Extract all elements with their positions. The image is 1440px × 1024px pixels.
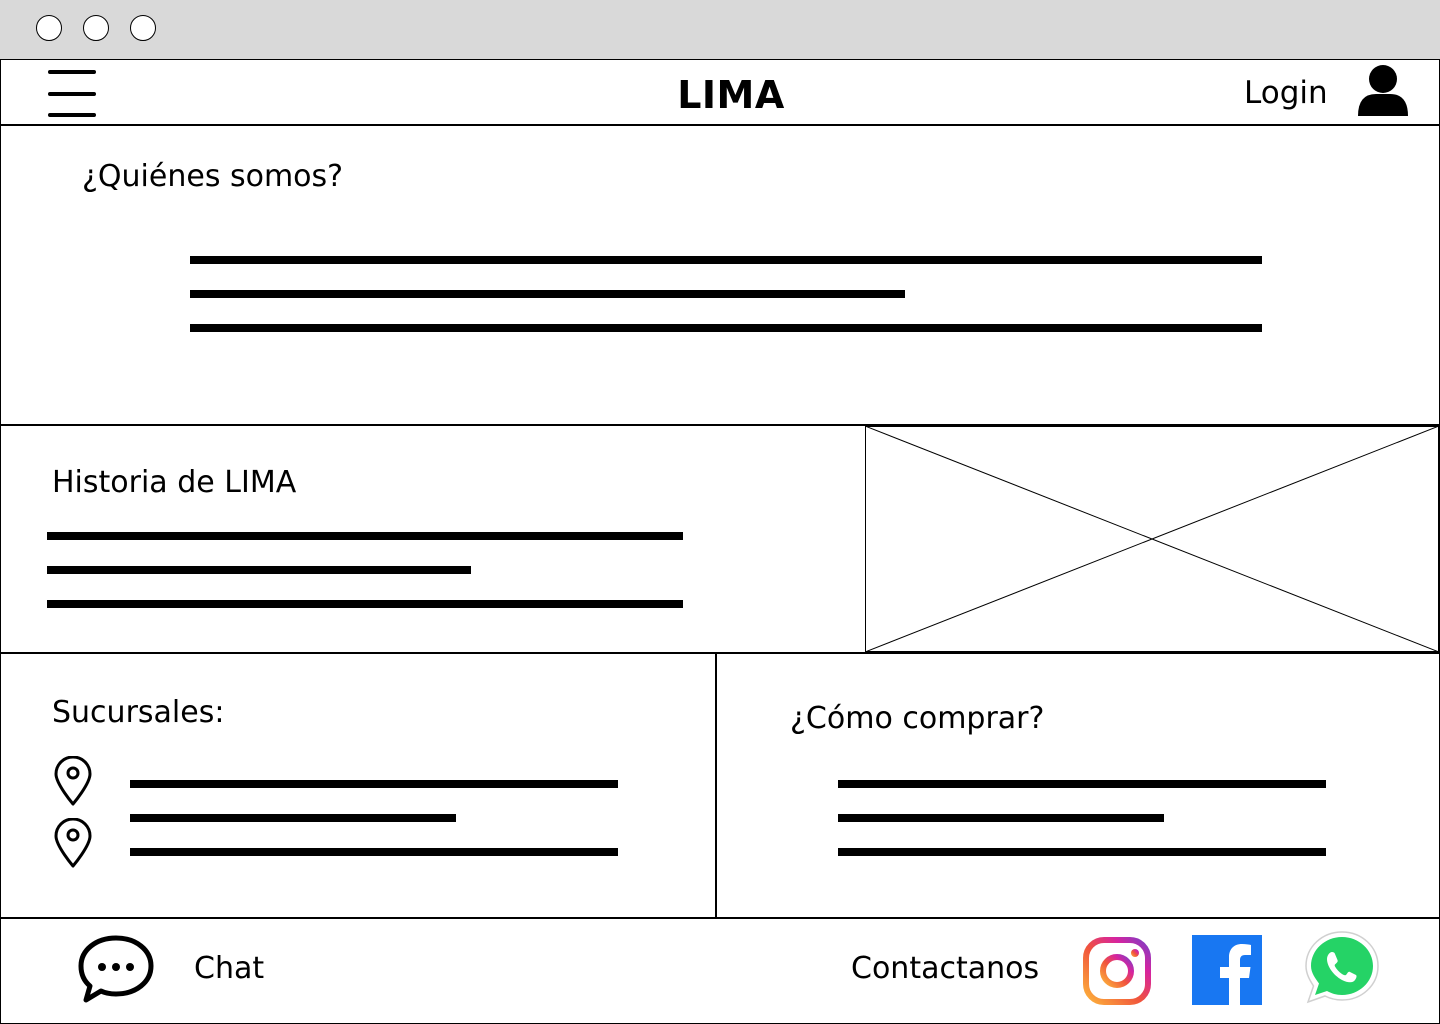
user-icon[interactable] bbox=[1356, 64, 1410, 118]
branch-text-line bbox=[130, 848, 618, 856]
history-text-line bbox=[47, 566, 471, 574]
how-to-buy-text-line bbox=[838, 848, 1326, 856]
history-text-line bbox=[47, 532, 683, 540]
footer-divider bbox=[0, 917, 1440, 919]
facebook-icon[interactable] bbox=[1192, 935, 1262, 1005]
branches-heading: Sucursales: bbox=[52, 695, 225, 730]
about-text-line bbox=[190, 290, 905, 298]
about-heading: ¿Quiénes somos? bbox=[82, 159, 344, 194]
login-link[interactable]: Login bbox=[1244, 75, 1328, 111]
how-to-buy-heading: ¿Cómo comprar? bbox=[790, 701, 1045, 736]
about-text-line bbox=[190, 256, 1262, 264]
history-text-line bbox=[47, 600, 683, 608]
history-image-placeholder bbox=[865, 426, 1439, 656]
contact-label: Contactanos bbox=[851, 951, 1040, 986]
column-divider bbox=[715, 652, 717, 918]
header-divider bbox=[0, 124, 1440, 126]
chat-link[interactable]: Chat bbox=[194, 951, 265, 986]
branch-text-line bbox=[130, 814, 456, 822]
branch-text-line bbox=[130, 780, 618, 788]
how-to-buy-text-line bbox=[838, 780, 1326, 788]
map-pin-icon bbox=[53, 756, 93, 806]
instagram-icon[interactable] bbox=[1082, 936, 1152, 1006]
map-pin-icon bbox=[53, 818, 93, 868]
history-heading: Historia de LIMA bbox=[52, 465, 297, 500]
site-title: LIMA bbox=[677, 73, 785, 117]
hamburger-menu-icon[interactable] bbox=[48, 70, 98, 118]
how-to-buy-text-line bbox=[838, 814, 1164, 822]
about-text-line bbox=[190, 324, 1262, 332]
window-titlebar bbox=[0, 0, 1440, 59]
window-close-button[interactable] bbox=[36, 15, 62, 41]
whatsapp-icon[interactable] bbox=[1302, 928, 1382, 1006]
window-minimize-button[interactable] bbox=[83, 15, 109, 41]
window-maximize-button[interactable] bbox=[130, 15, 156, 41]
chat-bubble-icon[interactable] bbox=[78, 934, 154, 1004]
